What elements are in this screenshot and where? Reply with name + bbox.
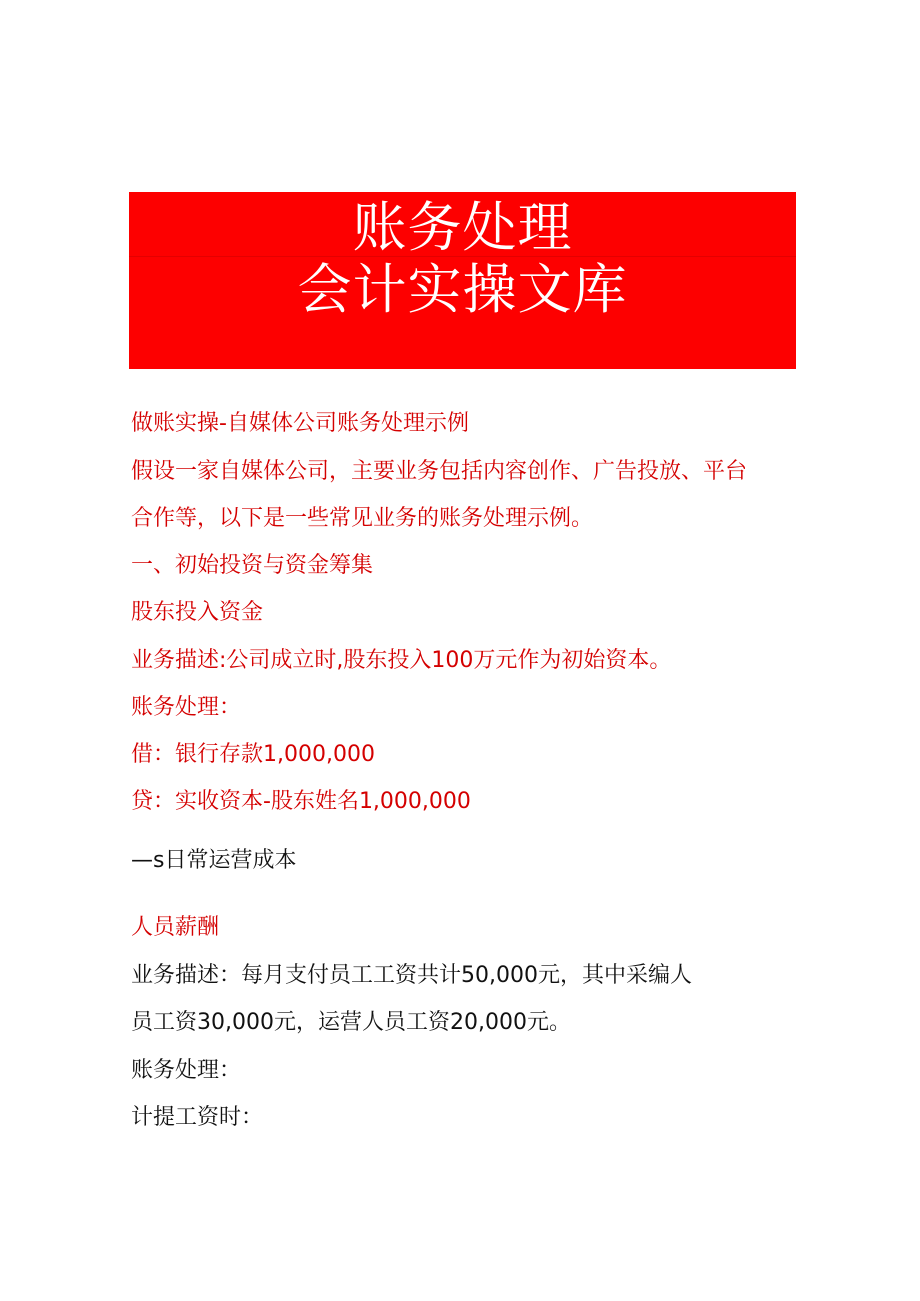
document-title: 做账实操-自媒体公司账务处理示例	[131, 411, 469, 436]
title-banner	[129, 192, 796, 369]
business-description-2-line-1: 业务描述：每月支付员工工资共计50,000元，其中采编人	[131, 963, 692, 988]
business-description-1: 业务描述:公司成立时,股东投入100万元作为初始资本。	[131, 648, 672, 673]
credit-entry-1: 贷：实收资本-股东姓名1,000,000	[131, 789, 471, 814]
accounting-label-1: 账务处理：	[131, 695, 242, 720]
subheading-staff-salary: 人员薪酬	[131, 915, 220, 940]
intro-paragraph-line-1: 假设一家自媒体公司，主要业务包括内容创作、广告投放、平台	[131, 459, 748, 484]
intro-paragraph-line-2: 合作等，以下是一些常见业务的账务处理示例。	[131, 506, 594, 531]
debit-entry-1: 借：银行存款1,000,000	[131, 742, 375, 767]
subheading-shareholder-investment: 股东投入资金	[131, 600, 264, 625]
accrue-salary-label: 计提工资时：	[131, 1105, 264, 1130]
accounting-label-2: 账务处理：	[131, 1058, 242, 1083]
section-heading-2: —s日常运营成本	[131, 848, 297, 873]
banner-title-line-1: 账务处理	[352, 196, 573, 259]
business-description-2-line-2: 员工资30,000元，运营人员工资20,000元。	[131, 1010, 571, 1035]
banner-title-line-2: 会计实操文库	[297, 258, 628, 321]
section-heading-1: 一、初始投资与资金筹集	[131, 553, 374, 578]
